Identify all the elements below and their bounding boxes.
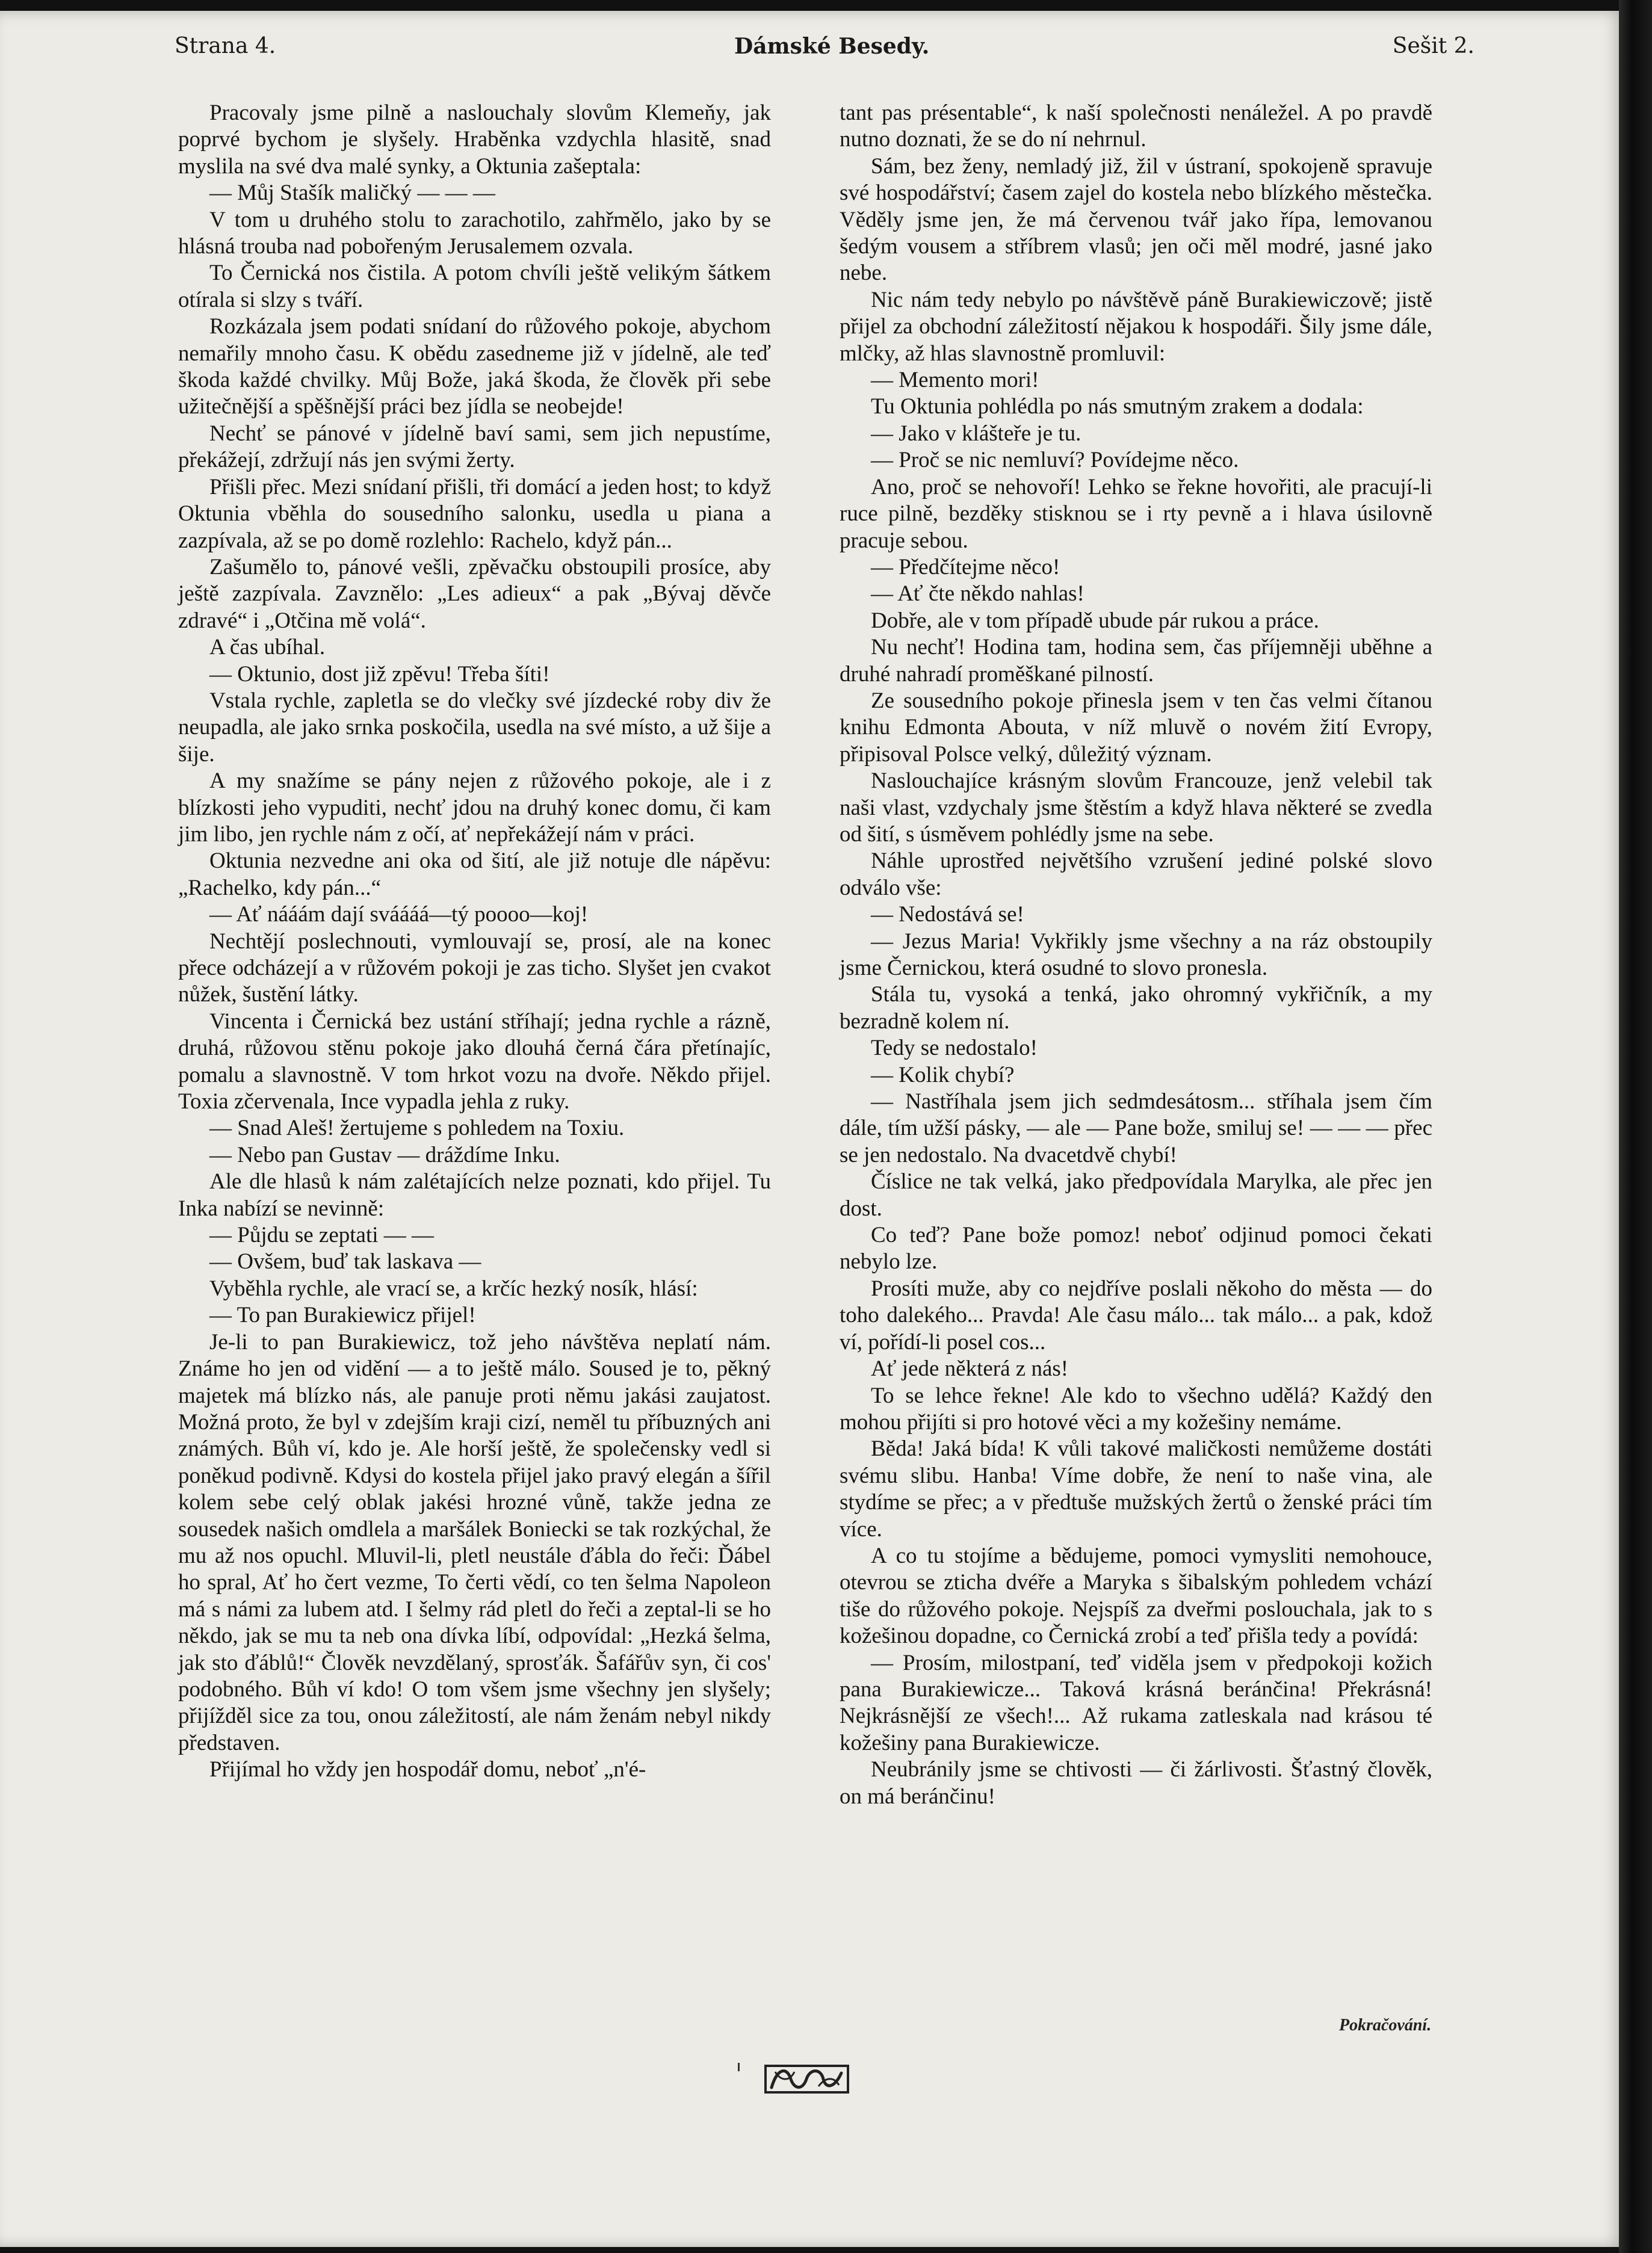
- page-number: Strana 4.: [175, 34, 276, 58]
- paragraph: Vstala rychle, zapletla se do vlečky své jízdecké roby div že neupadla, ale jako srnka poskočila, usedla na své místo, a už šije a šije.: [178, 688, 771, 767]
- paragraph: — Jako v klášteře je tu.: [871, 421, 1081, 446]
- paragraph: Ano, proč se nehovoří! Lehko se řekne hovořiti, ale pracují-li ruce pilně, bezděky stisknou se i rty pevně a i hlava úsilovně pracuje sebou.: [840, 474, 1432, 553]
- paragraph: — Memento mori!: [871, 368, 1039, 393]
- paragraph: Tu Oktunia pohlédla po nás smutným zrakem a dodala:: [871, 394, 1364, 419]
- paragraph: — Ať čte někdo nahlas!: [871, 581, 1084, 607]
- paragraph: Vyběhla rychle, ale vrací se, a krčíc hezký nosík, hlásí:: [209, 1276, 698, 1301]
- paragraph: — Proč se nic nemluví? Povídejme něco.: [871, 448, 1239, 473]
- paragraph: A čas ubíhal.: [209, 635, 326, 660]
- paragraph: — Můj Stašík maličký — — —: [209, 181, 495, 206]
- paragraph: Přišli přec. Mezi snídaní přišli, tři domácí a jeden host; to když Oktunia vběhla do sousedního salonku, usedla u piana a zazpívala, až se po domě rozlehlo: Rachelo, když pán...: [178, 474, 771, 553]
- paragraph: — Půjdu se zeptati — —: [209, 1223, 435, 1248]
- paragraph: Pracovaly jsme pilně a naslouchaly slovům Klemeňy, jak poprvé bychom je slyšely. Hraběnka vzdychla hlasitě, snad myslila na své dva malé synky, a Oktunia zašeptala:: [178, 100, 771, 179]
- paragraph: Nechtějí poslechnouti, vymlouvají se, prosí, ale na konec přece odcházejí a v růžovém pokoji je zas ticho. Slyšet jen cvakot nůžek, šustění látky.: [178, 929, 771, 1007]
- paragraph: V tom u druhého stolu to zarachotilo, zahřmělo, jako by se hlásná trouba nad pobořeným Jerusalemem ozvala.: [178, 207, 771, 259]
- paragraph: A co tu stojíme a bědujeme, pomoci vymysliti nemohouce, otevrou se zticha dvéře a Maryka s šibalským pohledem vchází tiše do růžového pokoje. Nejspíš za dveřmi poslouchala, jak to s kožešinou dopadne, co Černická zrobí a teď přišla tedy a povídá:: [840, 1543, 1432, 1649]
- paragraph: Vincenta i Černická bez ustání stříhají; jedna rychle a rázně, druhá, růžovou stěnu pokoje jako dlouhá černá čára přetínajíc, pomalu a slavnostně. V tom hrkot vozu na dvoře. Někdo přijel. Toxia zčervenala, Ince vypadla jehla z ruky.: [178, 1009, 771, 1114]
- paragraph: Číslice ne tak velká, jako předpovídala Marylka, ale přec jen dost.: [840, 1169, 1432, 1221]
- paragraph: tant pas présentable“, k naší společnosti nenáležel. A po pravdě nutno doznati, že se do ní nehrnul.: [840, 100, 1432, 152]
- paragraph: Běda! Jaká bída! K vůli takové maličkosti nemůžeme dostáti svému slibu. Hanba! Víme dobře, že není to naše vina, ale stydíme se přec; a v předtuše mužských žertů o ženské práci tím více.: [840, 1436, 1432, 1542]
- running-head: [175, 29, 1474, 65]
- paragraph: — Nastříhala jsem jich sedmdesátosm... stříhala jsem čím dále, tím užší pásky, — ale — Pane bože, smiluj se! — — — přec se jen nedostalo. Na dvacetdvě chybí!: [840, 1089, 1432, 1167]
- paragraph: Prosíti muže, aby co nejdříve poslali někoho do města — do toho dalekého... Pravda! Ale času málo... tak málo... a pak, kdož ví, pořídí-li posel cos...: [840, 1276, 1432, 1355]
- paragraph: Náhle uprostřed největšího vzrušení jediné polské slovo odválo vše:: [840, 848, 1432, 900]
- continuation-note: Pokračování.: [1339, 2016, 1432, 2035]
- paragraph: Rozkázala jsem podati snídaní do růžového pokoje, abychom nemařily mnoho času. K obědu zasedneme již v jídelně, ale teď škoda každé chvilky. Můj Bože, jaká škoda, že člověk při sebe užitečnější a spěšnější práci bez jídla se neobejde!: [178, 314, 771, 419]
- binding-spine: [1619, 0, 1652, 2253]
- left-column: [178, 100, 771, 1784]
- paragraph: Nu nechť! Hodina tam, hodina sem, čas příjemněji uběhne a druhé nahradí proměškané pilností.: [840, 635, 1432, 687]
- paragraph: — Nebo pan Gustav — dráždíme Inku.: [209, 1142, 560, 1167]
- paragraph: — Prosím, milostpaní, teď viděla jsem v předpokoji kožich pana Burakiewicze... Taková krásná beránčina! Překrásná! Nejkrásnější ze všech!... Až rukama zatleskala nad krásou té kožešiny pana Burakiewicze.: [840, 1650, 1432, 1755]
- paragraph: Nechť se pánové v jídelně baví sami, sem jich nepustíme, překážejí, zdržují nás jen svými žerty.: [178, 421, 771, 473]
- paragraph: Přijímal ho vždy jen hospodář domu, neboť „n'é-: [209, 1757, 646, 1782]
- paragraph: — Snad Aleš! žertujeme s pohledem na Toxiu.: [209, 1116, 625, 1141]
- magazine-title: Dámské Besedy.: [734, 34, 930, 59]
- paragraph: — Kolik chybí?: [871, 1062, 1015, 1087]
- paragraph: Co teď? Pane bože pomoz! neboť odjinud pomoci čekati nebylo lze.: [840, 1223, 1432, 1275]
- issue-number: Sešit 2.: [1392, 34, 1474, 58]
- print-mark: [738, 2063, 740, 2071]
- paragraph: Naslouchajíce krásným slovům Francouze, jenž velebil tak naši vlast, vzdychaly jsme štěstím a když hlava některé se zvedla od šití, s úsměvem pohlédly jsme na sebe.: [840, 768, 1432, 847]
- paragraph: — Ať nááám dají sváááá—tý poooo—koj!: [209, 902, 589, 927]
- paragraph: To Černická nos čistila. A potom chvíli ještě velikým šátkem otírala si slzy s tváří.: [178, 261, 771, 312]
- paragraph: — Oktunio, dost již zpěvu! Třeba šíti!: [209, 661, 550, 687]
- paragraph: Stála tu, vysoká a tenká, jako ohromný vykřičník, a my bezradně kolem ní.: [840, 982, 1432, 1034]
- paragraph: — Jezus Maria! Vykřikly jsme všechny a na ráz obstoupily jsme Černickou, která osudné to slovo pronesla.: [840, 929, 1432, 980]
- paragraph: To se lehce řekne! Ale kdo to všechno udělá? Každý den mohou přijíti si pro hotové věci a my kožešiny nemáme.: [840, 1383, 1432, 1435]
- paragraph: Nic nám tedy nebylo po návštěvě páně Burakiewiczově; jistě přijel za obchodní záležitostí nějakou k hospodáři. Šily jsme dále, mlčky, až hlas slavnostně promluvil:: [840, 287, 1432, 366]
- paragraph: — Ovšem, buď tak laskava —: [209, 1249, 481, 1275]
- paragraph: — To pan Burakiewicz přijel!: [209, 1303, 476, 1328]
- paragraph: Neubránily jsme se chtivosti — či žárlivosti. Šťastný člověk, on má beránčinu!: [840, 1757, 1432, 1809]
- paragraph: Sám, bez ženy, nemladý již, žil v ústraní, spokojeně spravuje své hospodářství; časem zajel do kostela nebo blízkého městečka. Věděly jsme jen, že má červenou tvář jako řípa, lemovanou šedým vousem a stříbrem vlasů; jen oči měl modré, jasné jako nebe.: [840, 153, 1432, 286]
- paragraph: Je-li to pan Burakiewicz, tož jeho návštěva neplatí nám. Známe ho jen od vidění — a to ještě málo. Soused je to, pěkný majetek má blízko nás, ale panuje proti němu jakási zaujatost. Možná proto, že byl v zdejším kraji cizí, neměl tu příbuzných ani známých. Bůh ví, kdo je. Ale horší ještě, že společensky vedl si poněkud podivně. Kdysi do kostela přijel jako pravý elegán a šířil kolem sebe celý oblak jakési hrozné vůně, takže jedna ze sousedek našich omdlela a maršálek Boniecki se tak rozkýchal, že mu až nos opuchl. Mluvil-li, pletl neustále ďábla do řeči: Ďábel ho spral, Ať ho čert vezme, To čerti vědí, co ten šelma Napoleon má s námi za lubem atd. I šelmy rád pletl do řeči a zeptal-li se ho někdo, jak se mu ta neb ona dívka líbí, odpovídal: „Hezká šelma, jak sto ďáblů!“ Člověk nevzdělaný, sprosťák. Šafářův syn, či cos' podobného. Bůh ví kdo! O tom všem jsme všechny jen slyšely; přijížděl sice za tou, onou záležitostí, ale nám ženám nebyl nikdy představen.: [178, 1329, 771, 1755]
- paragraph: — Nedostává se!: [871, 902, 1024, 927]
- paragraph: Oktunia nezvedne ani oka od šití, ale již notuje dle nápěvu: „Rachelko, kdy pán...“: [178, 848, 771, 900]
- paragraph: Tedy se nedostalo!: [871, 1036, 1038, 1061]
- paragraph: A my snažíme se pány nejen z růžového pokoje, ale i z blízkosti jeho vypuditi, nechť jdou na druhý konec domu, či kam jim libo, jen rychle nám z očí, ať nepřekážejí nám v práci.: [178, 768, 771, 847]
- paragraph: Ze sousedního pokoje přinesla jsem v ten čas velmi čítanou knihu Edmonta Abouta, v níž mluvě o novém žití Evropy, připisoval Polsce velký, důležitý význam.: [840, 688, 1432, 767]
- paragraph: Zašumělo to, pánové vešli, zpěvačku obstoupili prosíce, aby ještě zazpívala. Zavznělo: „Les adieux“ a pak „Bývaj děvče zdravé“ i „Otčina mě volá“.: [178, 554, 771, 633]
- ornament-icon: [763, 2061, 850, 2097]
- paragraph: — Předčítejme něco!: [871, 554, 1060, 579]
- paragraph: Ať jede některá z nás!: [871, 1356, 1069, 1382]
- right-column: [840, 100, 1432, 1810]
- paragraph: Dobře, ale v tom případě ubude pár rukou a práce.: [871, 608, 1319, 633]
- paragraph: Ale dle hlasů k nám zalétajících nelze poznati, kdo přijel. Tu Inka nabízí se nevinně:: [178, 1169, 771, 1221]
